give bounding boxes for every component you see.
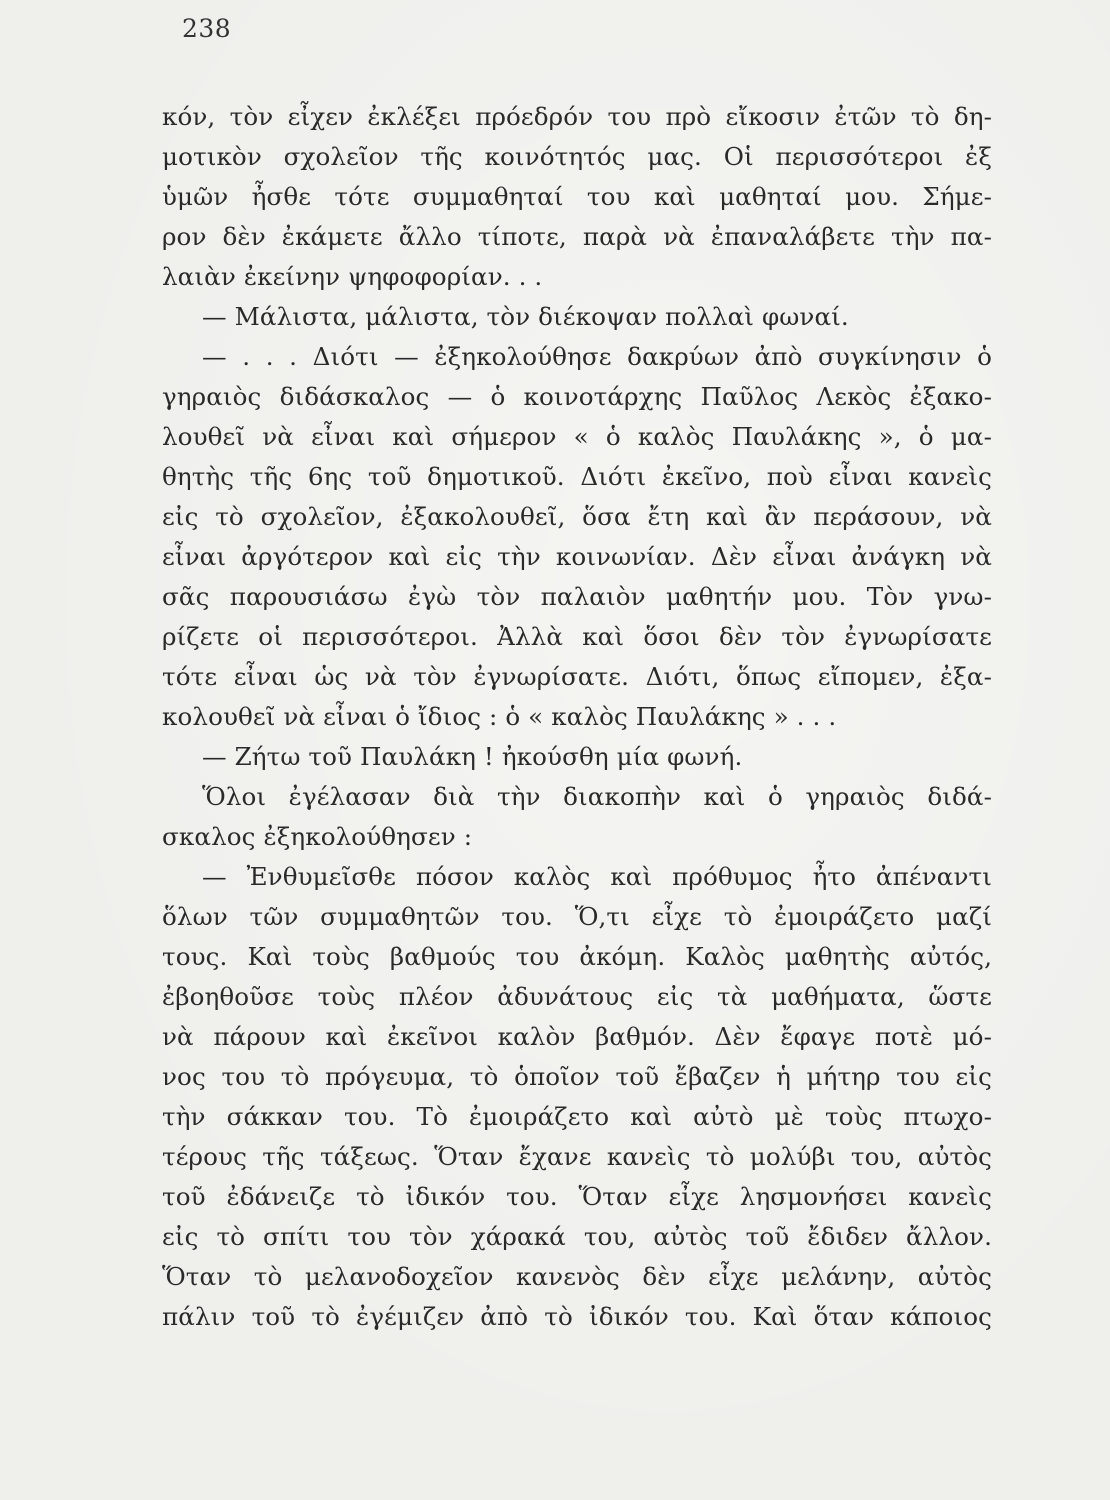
- text-line: τους. Καὶ τοὺς βαθμούς του ἀκόμη. Καλὸς μαθητὴς αὐτός,: [162, 942, 992, 971]
- text-line: σᾶς παρουσιάσω ἐγὼ τὸν παλαιὸν μαθητήν μου. Τὸν γνω-: [162, 582, 992, 611]
- text-line: σκαλος ἐξηκολούθησεν :: [162, 822, 473, 851]
- text-line: ὑμῶν ἦσθε τότε συμμαθηταί του καὶ μαθηταί μου. Σήμε-: [162, 182, 992, 211]
- text-line: κολουθεῖ νὰ εἶναι ὁ ἴδιος : ὁ « καλὸς Παυλάκης » . . .: [162, 702, 837, 731]
- text-line: πάλιν τοῦ τὸ ἐγέμιζεν ἀπὸ τὸ ἰδικόν του. Καὶ ὅταν κάποιος: [162, 1302, 992, 1331]
- text-line: — Ζήτω τοῦ Παυλάκη ! ἠκούσθη μία φωνή.: [202, 742, 743, 771]
- text-line: — Μάλιστα, μάλιστα, τὸν διέκοψαν πολλαὶ φωναί.: [202, 302, 849, 331]
- body-text: [162, 97, 992, 1337]
- text-line: εἰς τὸ σχολεῖον, ἐξακολουθεῖ, ὅσα ἔτη καὶ ἂν περάσουν, νὰ: [162, 502, 992, 531]
- text-line: — . . . Διότι — ἐξηκολούθησε δακρύων ἀπὸ συγκίνησιν ὁ: [202, 342, 992, 371]
- text-line: λουθεῖ νὰ εἶναι καὶ σήμερον « ὁ καλὸς Παυλάκης », ὁ μα-: [162, 422, 992, 451]
- text-line: τὴν σάκκαν του. Τὸ ἐμοιράζετο καὶ αὐτὸ μὲ τοὺς πτωχο-: [162, 1102, 992, 1131]
- text-line: εἶναι ἀργότερον καὶ εἰς τὴν κοινωνίαν. Δὲν εἶναι ἀνάγκη νὰ: [162, 542, 992, 571]
- text-line: — Ἐνθυμεῖσθε πόσον καλὸς καὶ πρόθυμος ἦτο ἀπέναντι: [202, 862, 992, 891]
- text-line: τέρους τῆς τάξεως. Ὅταν ἔχανε κανεὶς τὸ μολύβι του, αὐτὸς: [162, 1142, 992, 1171]
- text-line: τότε εἶναι ὡς νὰ τὸν ἐγνωρίσατε. Διότι, ὅπως εἴπομεν, ἐξα-: [162, 662, 992, 691]
- text-line: Ὅταν τὸ μελανοδοχεῖον κανενὸς δὲν εἶχε μελάνην, αὐτὸς: [162, 1262, 992, 1291]
- text-line: νὰ πάρουν καὶ ἐκεῖνοι καλὸν βαθμόν. Δὲν ἔφαγε ποτὲ μό-: [162, 1022, 992, 1051]
- text-line: ρον δὲν ἐκάμετε ἄλλο τίποτε, παρὰ νὰ ἐπαναλάβετε τὴν πα-: [162, 222, 992, 251]
- text-line: ὅλων τῶν συμμαθητῶν του. Ὅ,τι εἶχε τὸ ἐμοιράζετο μαζί: [162, 902, 992, 931]
- text-line: τοῦ ἐδάνειζε τὸ ἰδικόν του. Ὅταν εἶχε λησμονήσει κανεὶς: [162, 1182, 992, 1211]
- text-line: νος του τὸ πρόγευμα, τὸ ὁποῖον τοῦ ἔβαζεν ἡ μήτηρ του εἰς: [162, 1062, 992, 1091]
- text-line: κόν, τὸν εἶχεν ἐκλέξει πρόεδρόν του πρὸ εἴκοσιν ἐτῶν τὸ δη-: [162, 102, 992, 131]
- page-number: 238: [182, 14, 232, 43]
- text-line: Ὅλοι ἐγέλασαν διὰ τὴν διακοπὴν καὶ ὁ γηραιὸς διδά-: [202, 782, 992, 811]
- text-line: ρίζετε οἱ περισσότεροι. Ἀλλὰ καὶ ὅσοι δὲν τὸν ἐγνωρίσατε: [162, 622, 992, 651]
- text-line: ἐβοηθοῦσε τοὺς πλέον ἀδυνάτους εἰς τὰ μαθήματα, ὥστε: [162, 982, 992, 1011]
- text-line: μοτικὸν σχολεῖον τῆς κοινότητός μας. Οἱ περισσότεροι ἐξ: [162, 142, 992, 171]
- text-line: λαιὰν ἐκείνην ψηφοφορίαν. . .: [162, 262, 543, 291]
- text-line: θητὴς τῆς 6ης τοῦ δημοτικοῦ. Διότι ἐκεῖνο, ποὺ εἶναι κανεὶς: [162, 462, 992, 491]
- text-line: γηραιὸς διδάσκαλος — ὁ κοινοτάρχης Παῦλος Λεκὸς ἐξακο-: [162, 382, 992, 411]
- text-line: εἰς τὸ σπίτι του τὸν χάρακά του, αὐτὸς τοῦ ἔδιδεν ἄλλον.: [162, 1222, 992, 1251]
